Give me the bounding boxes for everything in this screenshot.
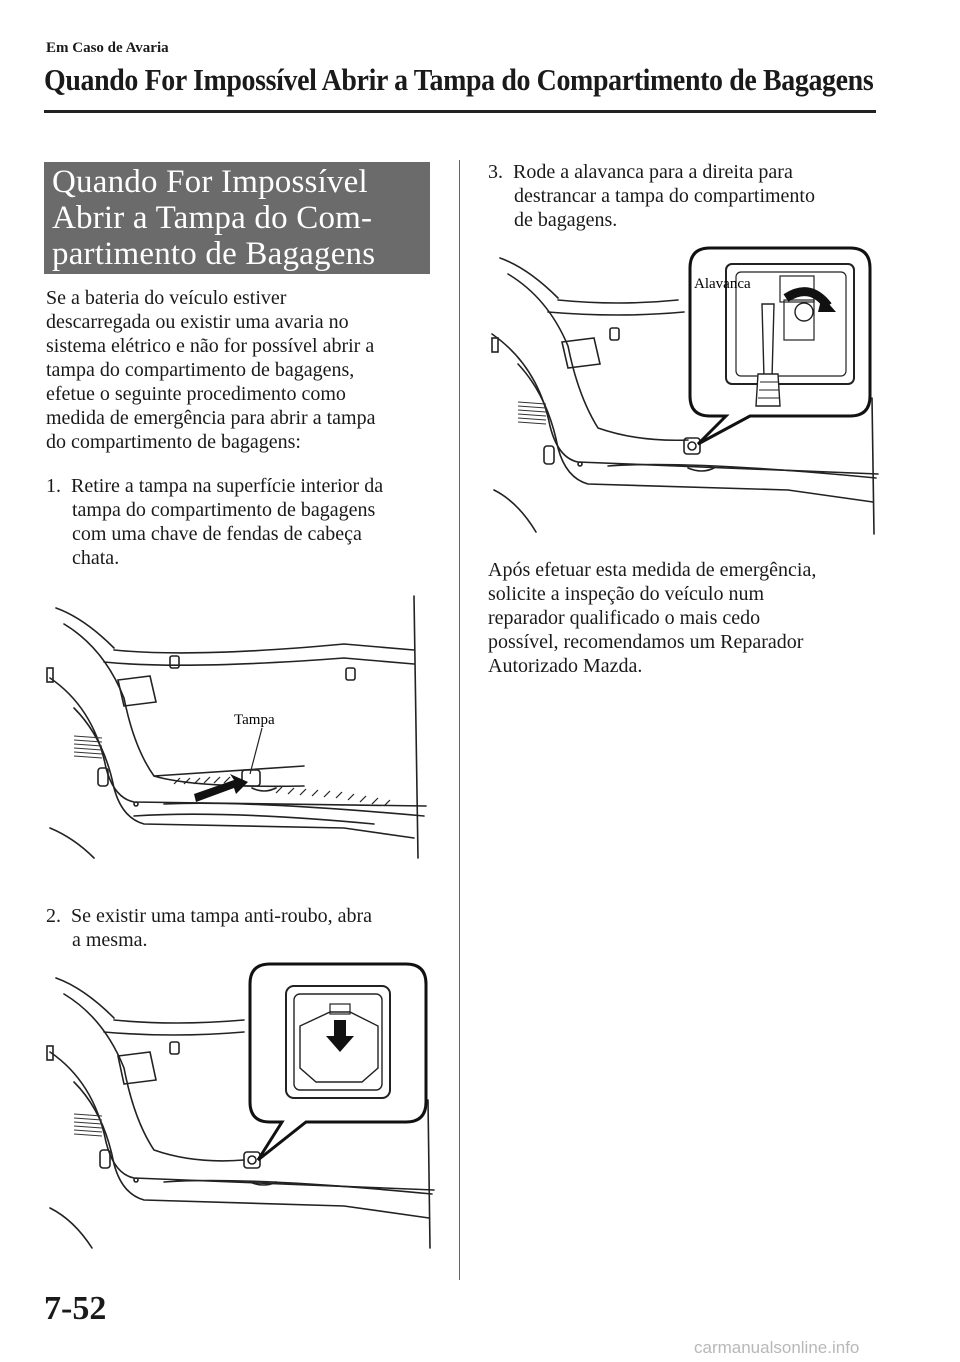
step-text: chata. <box>72 547 120 569</box>
section-title-box <box>44 162 430 274</box>
intro-line: medida de emergência para abrir a tampa <box>46 407 376 429</box>
outro-paragraph <box>488 558 816 678</box>
step-3 <box>488 160 815 232</box>
step-number: 2. <box>46 905 61 927</box>
intro-line: descarregada ou existir uma avaria no <box>46 311 349 333</box>
outro-line: Após efetuar esta medida de emergência, <box>488 559 817 581</box>
intro-paragraph <box>46 286 436 454</box>
page-header-title: Quando For Impossível Abrir a Tampa do Compartimento de Bagagens <box>44 62 874 97</box>
step-1 <box>46 474 383 570</box>
page-number: 7-52 <box>44 1290 107 1327</box>
intro-line: efetue o seguinte procedimento como <box>46 383 346 405</box>
section-title-line: Quando For Impossível <box>52 164 368 200</box>
step-text: a mesma. <box>72 929 148 951</box>
step-text: Rode a alavanca para a direita para <box>513 161 793 183</box>
column-divider <box>459 160 460 1280</box>
outro-line: solicite a inspeção do veículo num <box>488 583 765 605</box>
step-number: 1. <box>46 475 61 497</box>
figure-open-antitheft-cover <box>44 960 436 1250</box>
step-text: destrancar a tampa do compartimento <box>514 185 815 207</box>
section-title-line: Abrir a Tampa do Com- <box>52 200 373 236</box>
section-title-line: partimento de Bagagens <box>52 236 376 272</box>
figure-remove-cover <box>44 588 436 860</box>
step-text: Se existir uma tampa anti-roubo, abra <box>71 905 373 927</box>
outro-line: reparador qualificado o mais cedo <box>488 607 761 629</box>
intro-line: Se a bateria do veículo estiver <box>46 287 287 309</box>
fig3-label-alavanca: Alavanca <box>694 276 751 292</box>
step-text: tampa do compartimento de bagagens <box>72 499 376 521</box>
fig1-label-tampa: Tampa <box>234 712 275 728</box>
intro-line: tampa do compartimento de bagagens, <box>46 359 355 381</box>
intro-line: sistema elétrico e não for possível abrir a <box>46 335 375 357</box>
step-text: de bagagens. <box>514 209 618 231</box>
watermark: carmanualsonline.info <box>694 1338 860 1357</box>
figure-turn-lever <box>488 246 880 536</box>
step-text: Retire a tampa na superfície interior da <box>71 475 384 497</box>
step-text: com uma chave de fendas de cabeça <box>72 523 362 545</box>
intro-line: do compartimento de bagagens: <box>46 431 301 453</box>
step-number: 3. <box>488 161 503 183</box>
step-2 <box>46 904 372 952</box>
outro-line: Autorizado Mazda. <box>488 655 643 677</box>
header-rule <box>44 110 876 113</box>
section-label: Em Caso de Avaria <box>46 40 169 56</box>
outro-line: possível, recomendamos um Reparador <box>488 631 804 653</box>
